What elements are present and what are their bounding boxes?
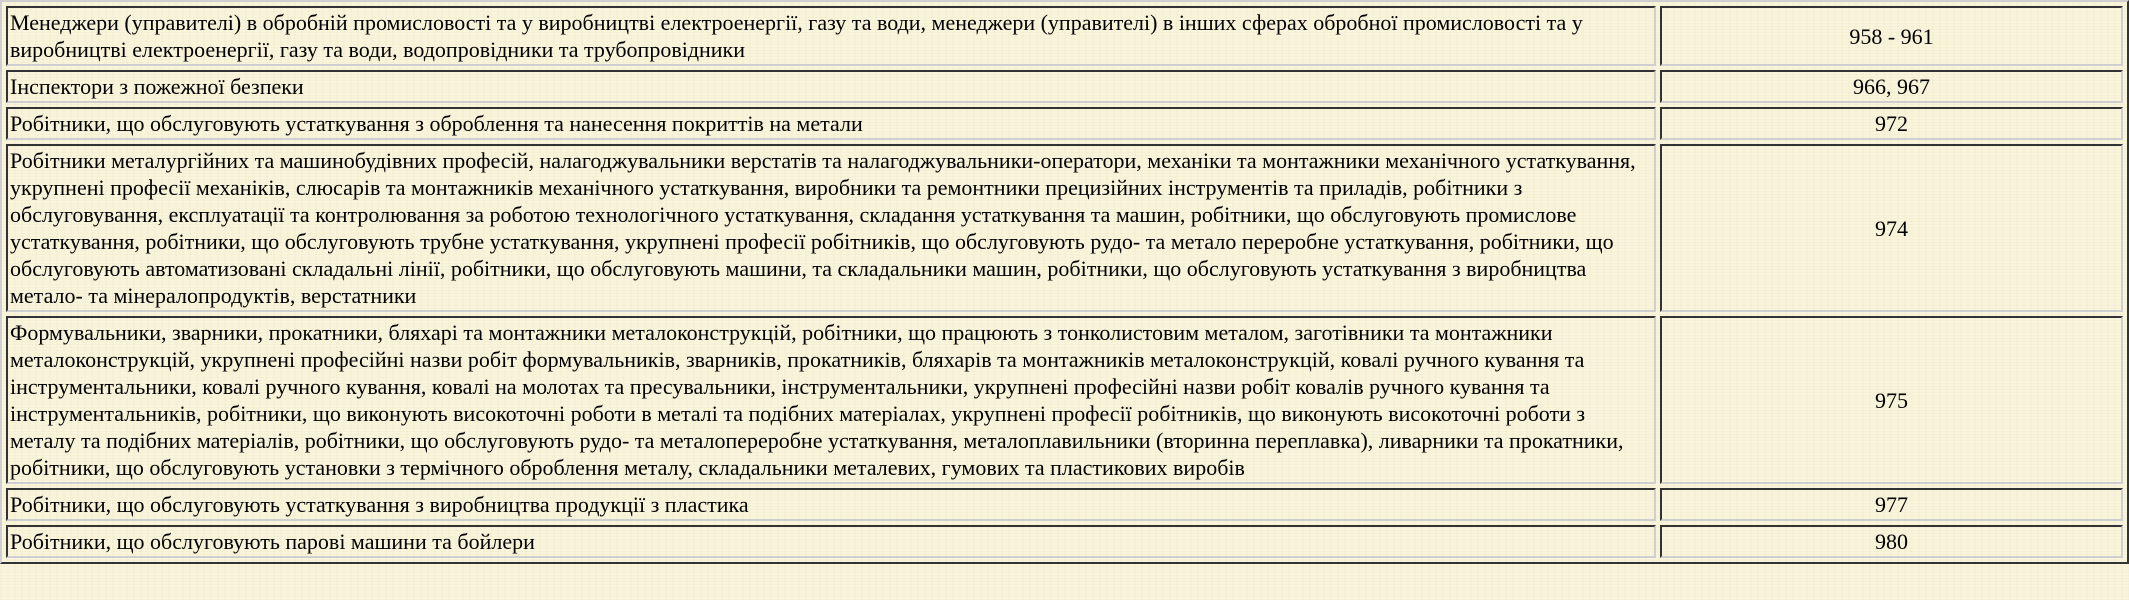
occupation-description: Менеджери (управителі) в обробній промисловості та у виробництві електроенергії, газу та води, менеджери (управителі) в інших сферах обробної промисловості та у виробництві електроенергії, газу та води, водопровідники та трубопровідники [6, 6, 1656, 66]
occupation-code: 977 [1660, 488, 2123, 521]
table-row [6, 525, 2123, 558]
occupation-code: 972 [1660, 107, 2123, 140]
table-row [6, 6, 2123, 66]
occupation-description: Робітники, що обслуговують парові машини та бойлери [6, 525, 1656, 558]
table-row [6, 316, 2123, 484]
table-row [6, 144, 2123, 312]
occupation-description: Робітники металургійних та машинобудівних професій, налагоджувальники верстатів та налагоджувальники-оператори, механіки та монтажники механічного устаткування, укрупнені професії механіків, слюсарів та монтажників механічного устаткування, виробники та ремонтники прецизійних інструментів та приладів, робітники з обслуговування, експлуатації та контролювання за роботою технологічного устаткування, складання устаткування та машин, робітники, що обслуговують промислове устаткування, робітники, що обслуговують трубне устаткування, укрупнені професії робітників, що обслуговують рудо- та метало переробне устаткування, робітники, що обслуговують автоматизовані складальні лінії, робітники, що обслуговують машини, та складальники машин, робітники, що обслуговують устаткування з виробництва метало- та мінералопродуктів, верстатники [6, 144, 1656, 312]
table-row [6, 107, 2123, 140]
table-row [6, 488, 2123, 521]
occupation-code: 975 [1660, 316, 2123, 484]
occupation-description: Інспектори з пожежної безпеки [6, 70, 1656, 103]
occupation-code: 974 [1660, 144, 2123, 312]
occupation-code: 966, 967 [1660, 70, 2123, 103]
occupation-description: Робітники, що обслуговують устаткування з виробництва продукції з пластика [6, 488, 1656, 521]
table-row [6, 70, 2123, 103]
occupation-code: 958 - 961 [1660, 6, 2123, 66]
occupation-description: Формувальники, зварники, прокатники, бляхарі та монтажники металоконструкцій, робітники, що працюють з тонколистовим металом, заготівники та монтажники металоконструкцій, укрупнені професійні назви робіт формувальників, зварників, прокатників, бляхарів та монтажників металоконструкцій, ковалі ручного кування та інструментальники, ковалі ручного кування, ковалі на молотах та пресувальники, інструментальники, укрупнені професійні назви робіт ковалів ручного кування та інструментальників, робітники, що виконують високоточні роботи в металі та подібних матеріалах, укрупнені професії робітників, що виконують високоточні роботи з металу та подібних матеріалів, робітники, що обслуговують рудо- та металопереробне устаткування, металоплавильники (вторинна переплавка), ливарники та прокатники, робітники, що обслуговують установки з термічного оброблення металу, складальники металевих, гумових та пластикових виробів [6, 316, 1656, 484]
occupation-description: Робітники, що обслуговують устаткування з оброблення та нанесення покриттів на метали [6, 107, 1656, 140]
occupation-code: 980 [1660, 525, 2123, 558]
